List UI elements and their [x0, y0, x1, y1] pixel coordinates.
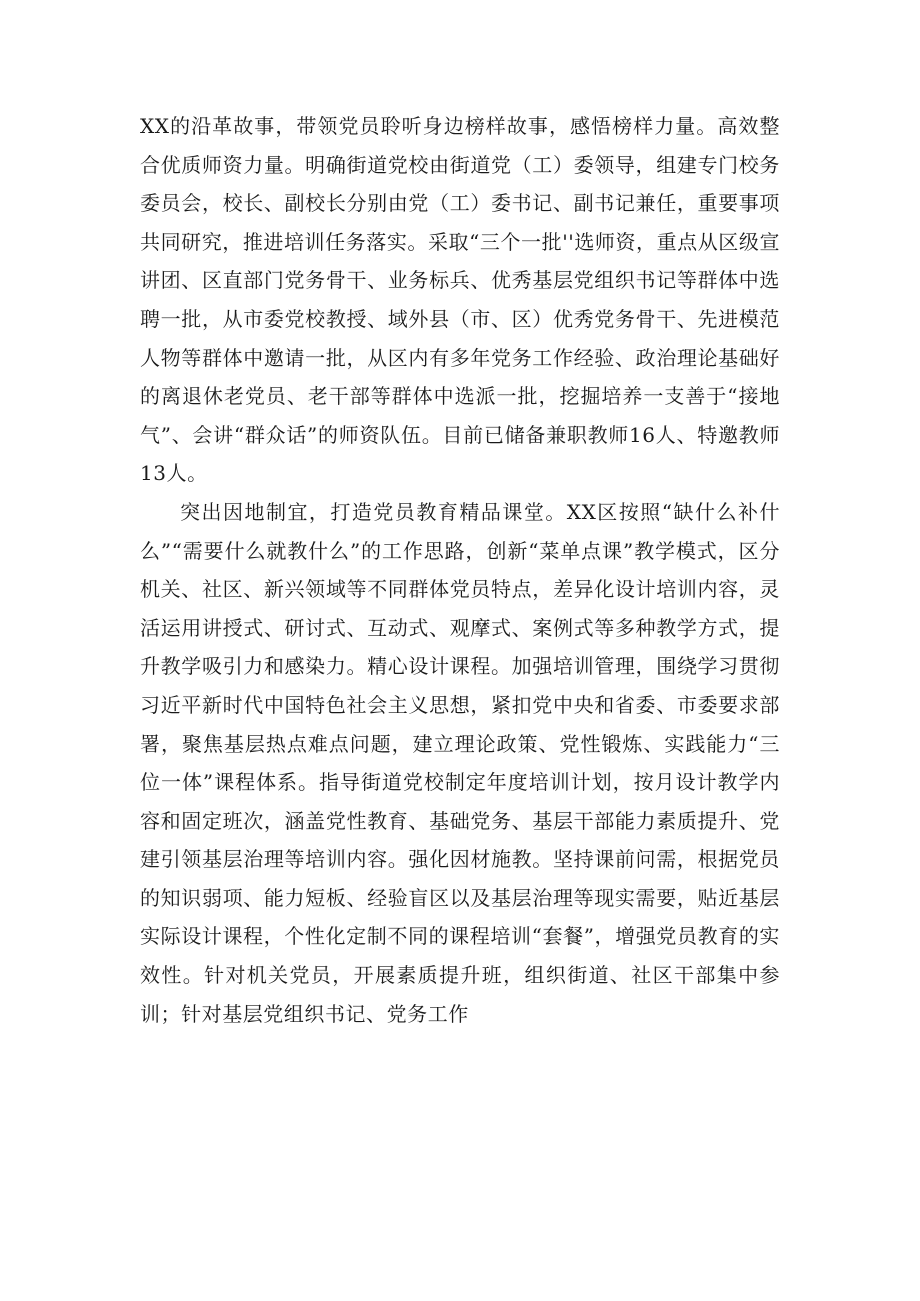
paragraph-continued: XX的沿革故事，带领党员聆听身边榜样故事，感悟榜样力量。高效整合优质师资力量。明确街道党校由街道党（工）委领导，组建专门校务委员会，校长、副校长分别由党（工）委书记、副书记兼任，重要事项共同研究，推进培训任务落实。采取“三个一批''选师资，重点从区级宣讲团、区直部门党务骨干、业务标兵、优秀基层党组织书记等群体中选聘一批，从市委党校教授、域外县（市、区）优秀党务骨干、先进模范人物等群体中邀请一批，从区内有多年党务工作经验、政治理论基础好的离退休老党员、老干部等群体中选派一批，挖掘培养一支善于“接地气”、会讲“群众话”的师资队伍。目前已储备兼职教师16人、特邀教师13人。 — [140, 114, 780, 486]
paragraph-precision-classroom: 突出因地制宜，打造党员教育精品课堂。XX区按照“缺什么补什么”“需要什么就教什么”的工作思路，创新“菜单点课”教学模式，区分机关、社区、新兴领域等不同群体党员特点，差异化设计培训内容，灵活运用讲授式、研讨式、互动式、观摩式、案例式等多种教学方式，提升教学吸引力和感染力。精心设计课程。加强培训管理，围绕学习贯彻习近平新时代中国特色社会主义思想，紧扣党中央和省委、市委要求部署，聚焦基层热点难点问题，建立理论政策、党性锻炼、实践能力“三位一体”课程体系。指导街道党校制定年度培训计划，按月设计教学内容和固定班次，涵盖党性教育、基础党务、基层干部能力素质提升、党建引领基层治理等培训内容。强化因材施教。坚持课前问需，根据党员的知识弱项、能力短板、经验盲区以及基层治理等现实需要，贴近基层实际设计课程，个性化定制不同的课程培训“套餐”，增强党员教育的实效性。针对机关党员，开展素质提升班，组织街道、社区干部集中参训；针对基层党组织书记、党务工作 — [140, 499, 780, 1026]
document-body — [140, 107, 780, 1033]
